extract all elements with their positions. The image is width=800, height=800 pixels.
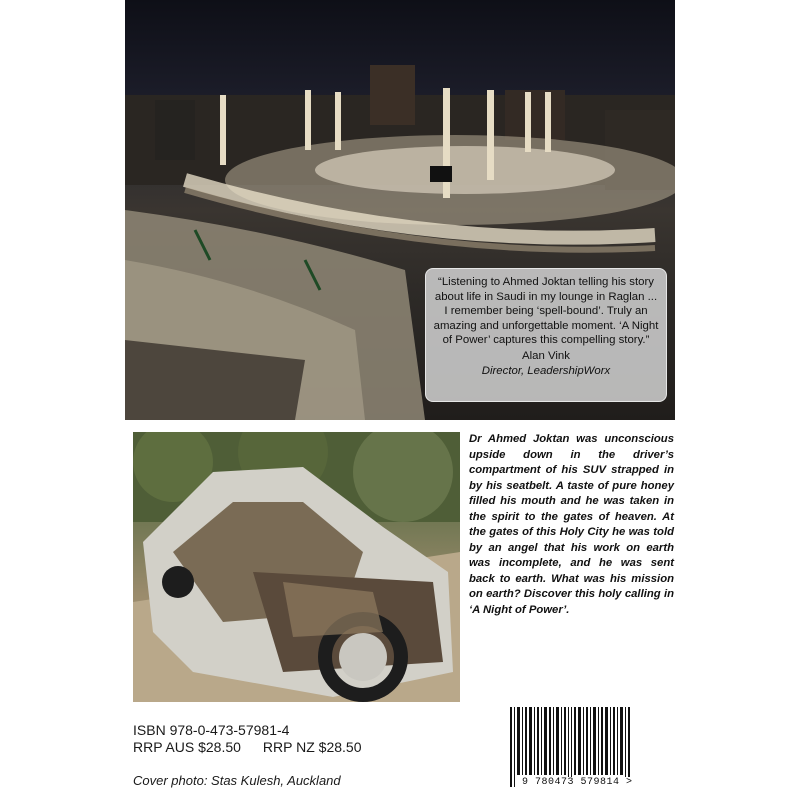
isbn-price-block (133, 722, 362, 756)
testimonial-box (425, 268, 667, 402)
book-blurb: Dr Ahmed Joktan was unconscious upside down in the driver’s compartment of his SUV strapped in by his seatbelt. A taste of pure honey filled his mouth and he was taken in the spirit to the gates of heaven. At the gates of this Holy City he was told by an angel that his work on earth was incomplete, and he was sent back to earth. What was his mission on earth? Discover this holy calling in ‘A Night of Power’. (469, 433, 674, 616)
testimonial-role: Director, LeadershipWorx (481, 364, 611, 377)
rrp-aus: RRP AUS $28.50 (133, 739, 241, 755)
wrecked-car-photo (133, 432, 460, 702)
testimonial-quote: “Listening to Ahmed Joktan telling his story about life in Saudi in my lounge in Raglan ... I remember being ‘spell-bound’. Truly an amazing and unforgettable moment. ‘A Night of Power’ captures this compelling story.” (433, 276, 659, 347)
price-line (133, 739, 362, 756)
mosque-night-photo (125, 0, 675, 420)
car-wreck-illustration (133, 432, 460, 702)
barcode-number: 9 780473 579814 > (522, 777, 633, 788)
isbn-number: ISBN 978-0-473-57981-4 (133, 722, 290, 738)
testimonial-author: Alan Vink (522, 349, 570, 362)
cover-photo-credit: Cover photo: Stas Kulesh, Auckland (133, 773, 341, 788)
rrp-nz: RRP NZ $28.50 (262, 739, 362, 755)
